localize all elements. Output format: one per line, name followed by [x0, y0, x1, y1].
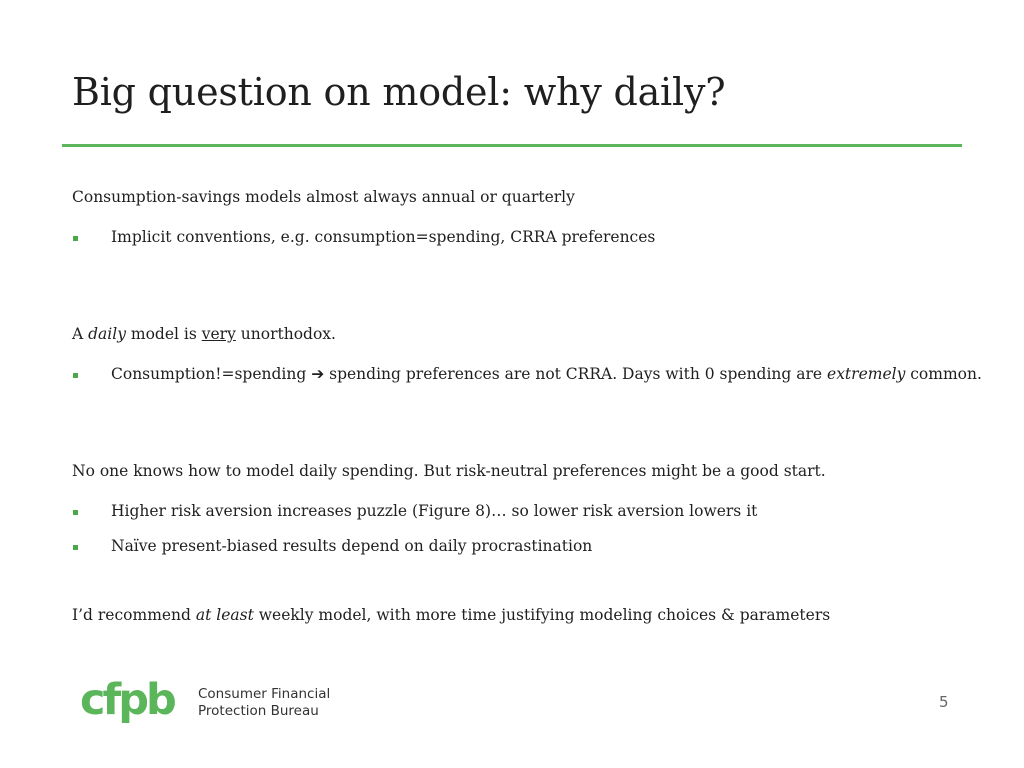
bullet-square-icon [73, 373, 78, 378]
section-1-heading: Consumption-savings models almost always annual or quarterly [72, 188, 575, 206]
section-4-heading [72, 606, 830, 624]
bullet-text: Higher risk aversion increases puzzle (Figure 8)… so lower risk aversion lowers it [111, 502, 758, 520]
emphasis-extremely: extremely [827, 365, 906, 383]
text-run: I’d recommend [72, 606, 196, 624]
text-run: unorthodox. [235, 325, 336, 343]
bullet-square-icon [73, 510, 78, 515]
text-run: A [72, 325, 89, 343]
logo-name-line-2: Protection Bureau [198, 703, 319, 719]
emphasis-at-least: at least [195, 606, 254, 624]
page-number: 5 [939, 693, 949, 711]
bullet-square-icon [73, 545, 78, 550]
text-run: Consumption!=spending [111, 365, 312, 383]
text-run: model is [125, 325, 202, 343]
logo-name [198, 686, 330, 720]
text-run: weekly model, with more time justifying modeling choices & parameters [253, 606, 831, 624]
logo-mark: cfpb [80, 681, 174, 725]
emphasis-daily: daily [88, 325, 126, 343]
logo-name-line-1: Consumer Financial [198, 686, 331, 702]
section-2-heading [72, 325, 336, 343]
slide-title: Big question on model: why daily? [72, 70, 726, 114]
bullet-text [111, 365, 982, 383]
right-arrow-icon: ➔ [311, 365, 325, 383]
text-run: spending preferences are not CRRA. Days with 0 spending are [324, 365, 828, 383]
bullet-text: Implicit conventions, e.g. consumption=spending, CRRA preferences [111, 228, 656, 246]
underline-very: very [201, 325, 236, 343]
title-divider [62, 144, 962, 147]
section-3-heading: No one knows how to model daily spending. But risk-neutral preferences might be a good start. [72, 462, 826, 480]
text-run: common. [905, 365, 982, 383]
bullet-square-icon [73, 236, 78, 241]
bullet-text: Naïve present-biased results depend on daily procrastination [111, 537, 593, 555]
